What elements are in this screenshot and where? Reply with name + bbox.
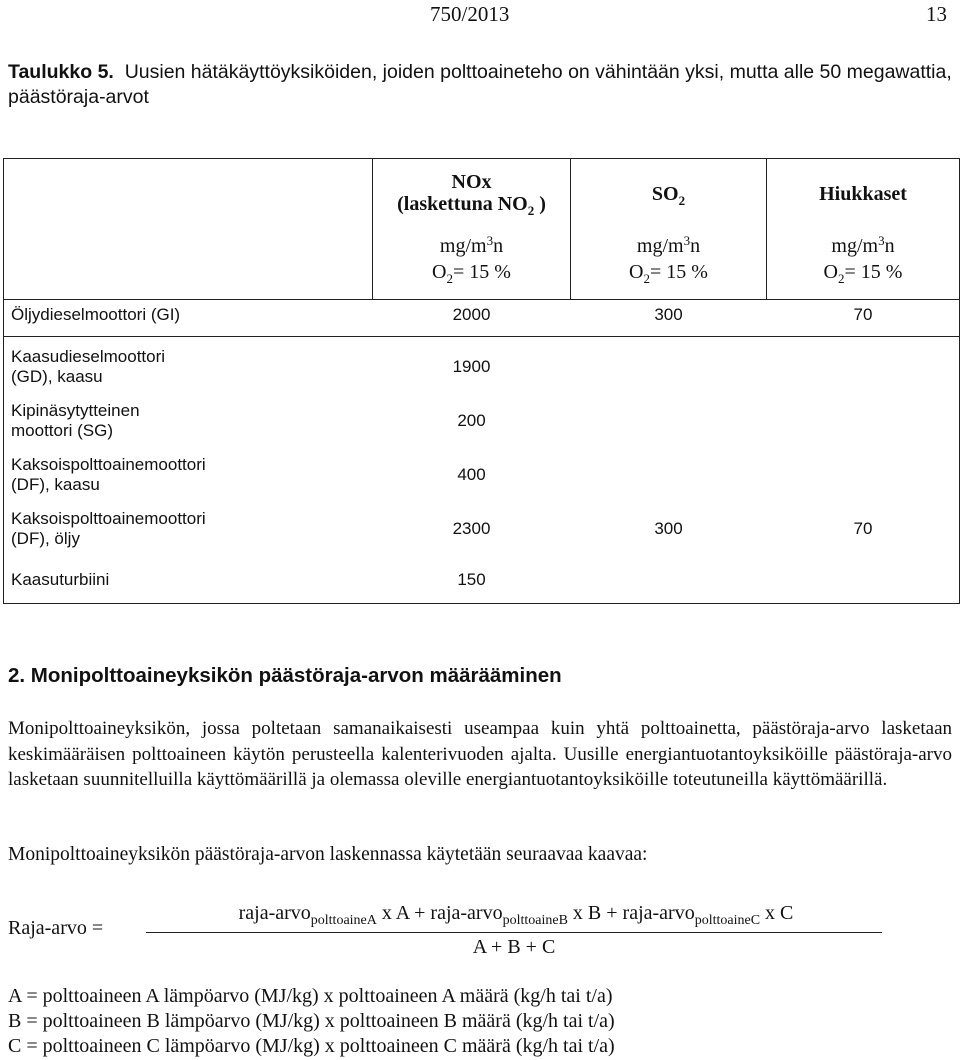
formula-lhs: Raja-arvo =: [8, 917, 104, 939]
formula-intro-paragraph: Monipolttoaineyksikön päästöraja-arvon laskennassa käytetään seuraavaa kaavaa:: [8, 844, 648, 865]
formula-numerator: raja-arvo$_{polttoaineA}$ x A + raja-arvo$_{polttoaineB}$ x B + raja-arvo$_{polttoaineC}$ x C: [238, 902, 794, 928]
header-separator: [4, 299, 959, 300]
cell-nox: 2300: [452, 519, 491, 538]
document-number: 750/2013: [430, 2, 510, 26]
row-label: Kaksoispolttoainemoottori (DF), kaasu: [11, 455, 206, 494]
row-label: Kaasudieselmoottori (GD), kaasu: [11, 347, 166, 386]
row-label: Öljydieselmoottori (GI): [11, 305, 181, 324]
cell-nox: 2000: [452, 305, 491, 324]
table-caption: [8, 60, 952, 110]
definition-c: C = polttoaineen C lämpöarvo (MJ/kg) x polttoaineen C määrä (kg/h tai t/a): [8, 1035, 615, 1057]
table-caption-text: Uusien hätäkäyttöyksiköiden, joiden polttoaineteho on vähintään yksi, mutta alle 50 megawattia, päästöraja-arvot: [8, 61, 952, 108]
cell-so2: 300: [654, 519, 683, 538]
formula-denominator: A + B + C: [472, 936, 556, 958]
page-number: 13: [926, 2, 947, 26]
body-paragraph: Monipolttoaineyksikön, jossa poltetaan samanaikaisesti useampaa kuin yhtä polttoainetta, päästöraja-arvo lasketaan keskimääräisen polttoaineen käytön perusteella kalenterivuoden ajalta. Uusille energiantuotantoyksiköille päästöraja-arvo lasketaan suunnitelluilla käyttömäärillä ja olemassa oleville energiantuotantoyksiköille toteutuneilla käyttömäärillä.: [8, 718, 952, 790]
column-header-particulates: Hiukkaset: [819, 183, 907, 205]
row-label: Kaasuturbiini: [11, 570, 110, 589]
table-caption-lead: Taulukko 5.: [8, 61, 114, 83]
row-separator: [4, 336, 959, 337]
fraction-bar: [146, 932, 882, 933]
section-heading: 2. Monipolttoaineyksikön päästöraja-arvon määrääminen: [8, 664, 562, 687]
cell-so2: 300: [654, 305, 683, 324]
unit-label-so2: $mg/m^3n$ $O_2= 15$ %: [629, 233, 708, 286]
cell-particulates: 70: [853, 305, 873, 324]
row-label: Kaksoispolttoainemoottori (DF), öljy: [11, 509, 206, 548]
unit-label-nox: $mg/m^3n$ $O_2= 15$ %: [432, 233, 511, 286]
definition-a: A = polttoaineen A lämpöarvo (MJ/kg) x polttoaineen A määrä (kg/h tai t/a): [8, 985, 613, 1007]
unit-label-particulates: $mg/m^3n$ $O_2= 15$ %: [823, 233, 903, 286]
column-header-so2: $SO_2$: [651, 183, 686, 208]
cell-nox: 400: [457, 465, 486, 484]
cell-nox: 150: [457, 570, 486, 589]
cell-nox: 200: [457, 411, 486, 430]
row-label: Kipinäsytytteinen moottori (SG): [11, 401, 140, 440]
column-header-nox: NOx (laskettuna $NO_2$ ): [397, 171, 546, 218]
emission-limits-table: [3, 158, 960, 604]
cell-nox: 1900: [452, 357, 491, 376]
cell-particulates: 70: [853, 519, 873, 538]
definition-b: B = polttoaineen B lämpöarvo (MJ/kg) x polttoaineen B määrä (kg/h tai t/a): [8, 1010, 615, 1032]
